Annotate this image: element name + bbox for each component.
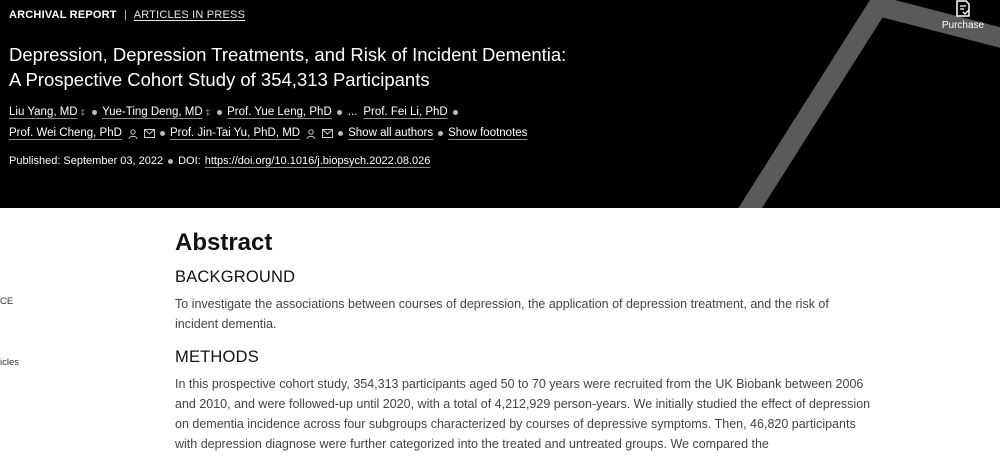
- email-icon[interactable]: [322, 129, 333, 138]
- published-date: Published: September 03, 2022: [9, 155, 164, 167]
- section-heading-background: BACKGROUND: [175, 268, 296, 286]
- show-all-authors-link[interactable]: Show all authors: [348, 127, 434, 139]
- article-title: [9, 42, 629, 92]
- publication-info: [9, 155, 430, 167]
- author-row-2: [9, 123, 569, 144]
- author-link[interactable]: Prof. Fei Li, PhD: [363, 106, 448, 118]
- person-icon[interactable]: [128, 129, 138, 139]
- author-separator-dot: [92, 110, 97, 115]
- footnote-mark-icon[interactable]: ‡: [80, 108, 86, 117]
- doi-link[interactable]: https://doi.org/10.1016/j.biopsych.2022.08.026: [204, 155, 431, 167]
- author-row-1: [9, 102, 569, 123]
- sidebar-fragment[interactable]: CE: [0, 296, 14, 307]
- authors-ellipsis: ...: [347, 106, 358, 118]
- articles-in-press-link[interactable]: ARTICLES IN PRESS: [133, 9, 246, 21]
- section-text-background: To investigate the associations between courses of depression, the application of depression treatment, and the risk of incident dementia.: [175, 297, 829, 331]
- info-separator-dot: [168, 159, 173, 164]
- article-type: ARCHIVAL REPORT: [9, 9, 117, 21]
- author-link[interactable]: Yue-Ting Deng, MD: [102, 106, 203, 118]
- author-link[interactable]: Prof. Yue Leng, PhD: [227, 106, 332, 118]
- author-link[interactable]: Prof. Jin-Tai Yu, PhD, MD: [169, 127, 301, 139]
- author-separator-dot: [217, 110, 222, 115]
- sidebar-fragment[interactable]: icles: [0, 357, 20, 368]
- doi-label: DOI:: [178, 155, 201, 167]
- author-link[interactable]: Prof. Wei Cheng, PhD: [9, 127, 122, 139]
- author-separator-dot: [453, 110, 458, 115]
- person-icon[interactable]: [306, 129, 316, 139]
- purchase-label: Purchase: [941, 20, 985, 31]
- article-meta-line: [9, 9, 245, 21]
- author-separator-dot: [160, 131, 165, 136]
- author-separator-dot: [338, 131, 343, 136]
- author-separator-dot: [337, 110, 342, 115]
- article-header: [0, 0, 1000, 208]
- footnote-mark-icon[interactable]: ‡: [205, 108, 211, 117]
- author-list: [9, 102, 569, 144]
- title-line-2: A Prospective Cohort Study of 354,313 Participants: [9, 69, 430, 90]
- section-text-methods: In this prospective cohort study, 354,313 participants aged 50 to 70 years were recruited from the UK Biobank between 2006 and 2010, and were followed-up until 2020, with a total of 4,212,929 person-years. We initially studied the effect of depression on dementia incidence across four subgroups characterized by courses of depressive symptoms. Then, 46,820 participants with depression diagnose were further categorized into the treated and untreated groups. We compared the: [175, 377, 871, 451]
- purchase-button[interactable]: [938, 0, 988, 40]
- title-line-1: Depression, Depression Treatments, and Risk of Incident Dementia:: [9, 44, 567, 65]
- email-icon[interactable]: [144, 129, 155, 138]
- author-separator-dot: [438, 131, 443, 136]
- purchase-document-icon: [955, 0, 971, 18]
- show-footnotes-link[interactable]: Show footnotes: [448, 127, 528, 139]
- meta-separator: |: [123, 9, 128, 21]
- abstract-heading: Abstract: [175, 229, 273, 256]
- author-link[interactable]: Liu Yang, MD: [9, 106, 78, 118]
- section-heading-methods: METHODS: [175, 348, 259, 366]
- abstract-section: [175, 228, 875, 457]
